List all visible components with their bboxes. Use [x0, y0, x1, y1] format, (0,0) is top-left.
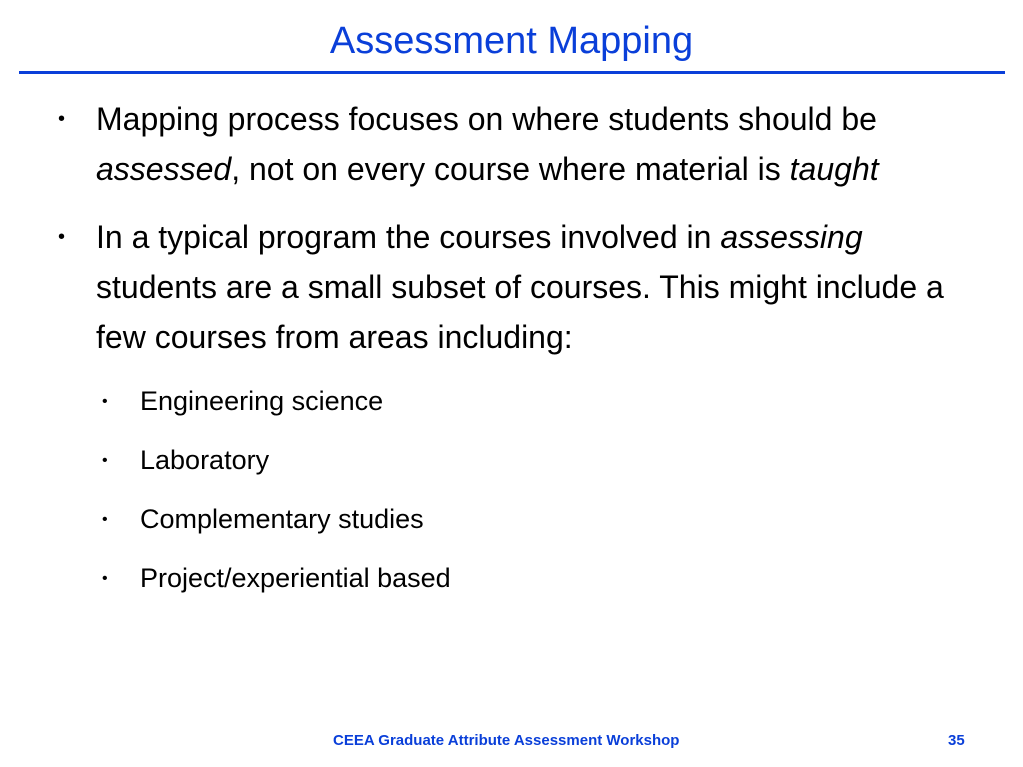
bullet-text: Mapping process focuses on where students should be: [96, 101, 877, 137]
slide-title: Assessment Mapping: [329, 20, 694, 62]
bullet-dot-icon: •: [58, 108, 66, 130]
sub-bullet-text: Engineering science: [140, 386, 384, 416]
sub-bullet-text: Complementary studies: [140, 504, 424, 534]
sub-bullet-project-experiential: [0, 549, 1023, 608]
emphasis-assessed: assessed: [96, 151, 232, 187]
emphasis-assessing: assessing: [720, 219, 863, 255]
bullet-text: , not on every course where material is: [231, 151, 790, 187]
slide-content: [0, 94, 1023, 608]
page-number: 35: [948, 732, 965, 749]
bullet-item-mapping-process: [0, 94, 1023, 194]
footer-text: CEEA Graduate Attribute Assessment Workshop: [333, 732, 680, 749]
sub-bullet-laboratory: [0, 431, 1023, 490]
title-underline: [19, 71, 1005, 74]
bullet-dot-icon: •: [102, 511, 108, 528]
bullet-dot-icon: •: [102, 570, 108, 587]
bullet-text: students are a small subset of courses. This might include a few courses from areas including:: [96, 269, 944, 355]
bullet-dot-icon: •: [58, 226, 66, 248]
bullet-item-typical-program: [0, 212, 1023, 362]
bullet-dot-icon: •: [102, 452, 108, 469]
emphasis-taught: taught: [789, 151, 879, 187]
sub-bullet-text: Project/experiential based: [140, 563, 451, 593]
sub-bullet-engineering-science: [0, 372, 1023, 431]
sub-bullet-text: Laboratory: [140, 445, 270, 475]
bullet-dot-icon: •: [102, 393, 108, 410]
bullet-text: In a typical program the courses involved in: [96, 219, 721, 255]
sub-bullet-complementary-studies: [0, 490, 1023, 549]
sub-bullet-list: [0, 372, 1023, 608]
